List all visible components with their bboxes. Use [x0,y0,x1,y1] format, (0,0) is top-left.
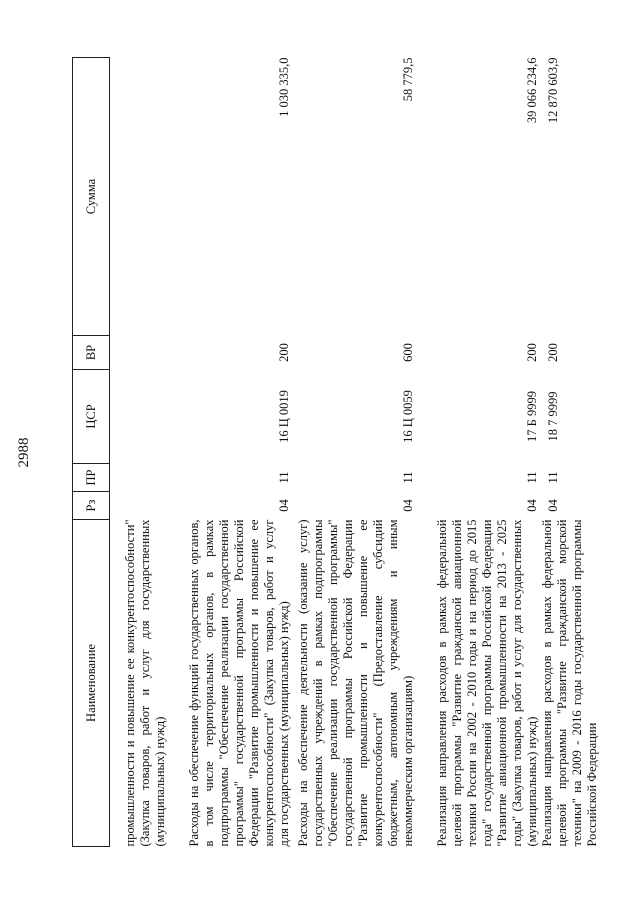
table-row [416,58,540,847]
table-row [540,58,600,847]
table-row [168,58,292,847]
header-csr: ЦСР [73,370,110,464]
row-vr: 600 [401,343,415,362]
row-sum: 1 030 335,0 [277,57,291,117]
row-rz: 04 [546,499,560,512]
row-csr [110,370,169,464]
header-pr: ПР [73,464,110,492]
header-name: Наименование [73,520,110,847]
row-rz: 04 [401,499,415,512]
row-sum: 12 870 603,9 [546,57,560,124]
row-rz: 04 [525,499,539,512]
row-name-text: Расходы на обеспечение функций государственных органов, в том числе территориальных органов, в рамках подпрограммы "Обеспечение реализации государственной программы" государственной программы Российской Федерации "Развитие промышленности и повышение ее конкурентоспособности" (Закупка товаров, работ и услуг для государственных (муниципальных) нужд) [187,519,291,847]
row-pr: 11 [525,471,539,484]
row-rz [110,492,169,520]
header-rz: Рз [73,492,110,520]
row-pr [110,464,169,492]
row-sum: 39 066 234,6 [525,57,539,124]
row-name [540,520,600,847]
row-csr: 16 Ц 0019 [277,390,291,443]
row-csr: 18 7 9999 [546,391,560,442]
table-row [110,58,169,847]
row-vr: 200 [525,343,539,362]
row-name-text: Реализация направления расходов в рамках федеральной целевой программы "Развитие гражданской морской техники" на 2009 - 2016 годы государственной программы Российской Федерации [540,519,599,847]
row-name [110,520,169,847]
row-pr: 11 [277,471,291,484]
table-row [292,58,416,847]
row-vr [110,336,169,370]
row-name-text: Реализация направления расходов в рамках федеральной целевой программы "Развитие гражданской авиационной техники России на 2002 - 2010 годы и на период до 2015 года" государственной программы Российской Федерации "Развитие авиационной промышленности на 2013 - 2025 годы" (Закупка товаров, работ и услуг для государственных (муниципальных) нужд) [435,519,539,847]
row-vr: 200 [277,343,291,362]
header-sum: Сумма [73,58,110,336]
row-sum: 58 779,5 [401,57,415,102]
row-name-text: Расходы на обеспечение деятельности (оказание услуг) государственных учреждений в рамках подпрограммы "Обеспечение реализации государственной программы" государственной программы Российской Федерации "Развитие промышленности и повышение ее конкурентоспособности" (Предоставление субсидий бюджетным, автономным учреждениям и иным некоммерческим организациям) [296,519,415,847]
header-vr: ВР [73,336,110,370]
budget-table [72,57,600,847]
row-csr: 16 Ц 0059 [401,390,415,443]
row-vr: 200 [546,343,560,362]
row-pr: 11 [401,471,415,484]
table-header-row [73,58,110,847]
row-pr: 11 [546,471,560,484]
row-name [292,520,416,847]
row-name [168,520,292,847]
row-sum [110,58,169,336]
page-number: 2988 [16,437,32,468]
row-name-text: промышленности и повышение ее конкурентоспособности" (Закупка товаров, работ и услуг для государственных (муниципальных) нужд) [123,519,167,847]
row-name [416,520,540,847]
row-rz: 04 [277,499,291,512]
row-csr: 17 Б 9999 [525,391,539,442]
